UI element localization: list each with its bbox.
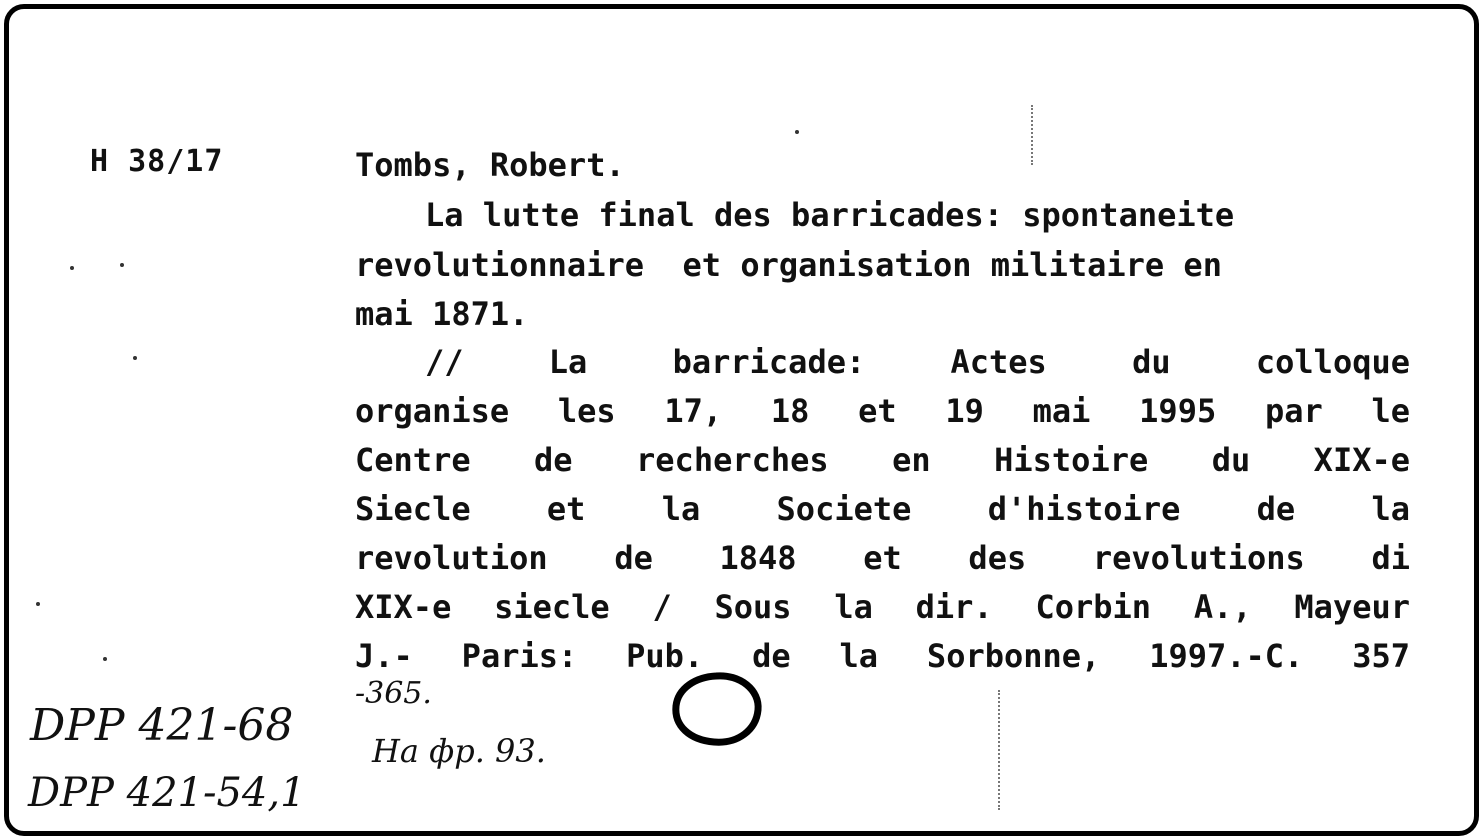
handwritten-code-2: DPP 421-54,1 [28, 770, 306, 816]
speck [133, 356, 137, 360]
speck [120, 263, 124, 267]
source-line-3: Centre de recherches en Histoire du XIX-e [355, 441, 1410, 479]
source-line-7: J.- Paris: Pub. de la Sorbonne, 1997.-C. 357 [355, 637, 1410, 675]
handwritten-code-1: DPP 421-68 [30, 700, 294, 751]
source-line-4: Siecle et la Societe d'histoire de la [355, 490, 1410, 528]
speck [70, 266, 74, 270]
shelfmark: H 38/17 [90, 144, 224, 179]
source-line-2: organise les 17, 18 et 19 mai 1995 par le [355, 392, 1410, 430]
dotted-mark [998, 690, 1000, 810]
title-line-3: mai 1871. [355, 295, 529, 333]
speck [36, 602, 40, 606]
source-line-6: XIX-e siecle / Sous la dir. Corbin A., Mayeur [355, 588, 1410, 626]
hand-drawn-circle-mark [668, 668, 764, 748]
dotted-mark [1031, 105, 1033, 165]
title-line-1: La lutte final des barricades: spontaneite [425, 196, 1235, 234]
source-line-5: revolution de 1848 et des revolutions di [355, 539, 1410, 577]
speck [795, 130, 799, 134]
handwritten-page-end: -365. [355, 676, 432, 711]
handwritten-note: Ha фр. 93. [372, 732, 546, 770]
author-line: Tombs, Robert. [355, 146, 625, 184]
speck [103, 657, 107, 661]
source-line-1: // La barricade: Actes du colloque [425, 343, 1410, 381]
title-line-2: revolutionnaire et organisation militaire en [355, 246, 1222, 284]
